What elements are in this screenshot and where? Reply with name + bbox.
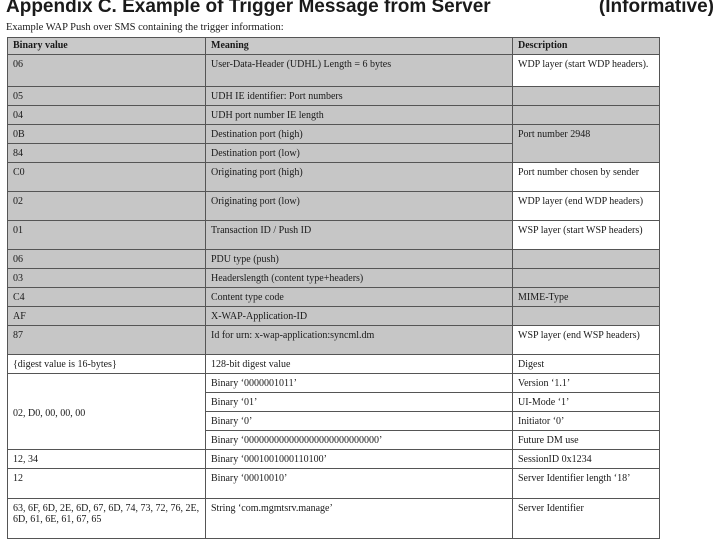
- binary-cell: 12: [8, 469, 206, 499]
- meaning-cell: Binary ‘00010010’: [206, 469, 513, 499]
- meaning-cell: Binary ‘0001001000110100’: [206, 450, 513, 469]
- table-row: [8, 87, 660, 106]
- binary-cell: 02, D0, 00, 00, 00: [8, 374, 206, 450]
- table-row: [8, 499, 660, 539]
- description-cell: Version ‘1.1’: [513, 374, 660, 393]
- meaning-cell: Originating port (low): [206, 192, 513, 221]
- table-header-row: [8, 38, 660, 55]
- column-header-binary: Binary value: [8, 38, 206, 55]
- table-row: [8, 221, 660, 250]
- table-row: [8, 326, 660, 355]
- meaning-cell: PDU type (push): [206, 250, 513, 269]
- description-cell: WDP layer (start WDP headers).: [513, 55, 660, 87]
- table-row: [8, 125, 660, 144]
- binary-cell: 04: [8, 106, 206, 125]
- table-row: [8, 269, 660, 288]
- binary-cell: 84: [8, 144, 206, 163]
- meaning-cell: String ‘com.mgmtsrv.manage’: [206, 499, 513, 539]
- table-row: [8, 469, 660, 499]
- description-cell: Digest: [513, 355, 660, 374]
- description-cell: WSP layer (end WSP headers): [513, 326, 660, 355]
- table-row: [8, 450, 660, 469]
- title-row: [6, 0, 714, 22]
- meaning-cell: UDH IE identifier: Port numbers: [206, 87, 513, 106]
- meaning-cell: Originating port (high): [206, 163, 513, 192]
- table-row: [8, 163, 660, 192]
- description-cell: [513, 269, 660, 288]
- informative-label: (Informative): [598, 0, 714, 17]
- table-row: [8, 307, 660, 326]
- binary-cell: C4: [8, 288, 206, 307]
- binary-cell: 05: [8, 87, 206, 106]
- description-cell: WDP layer (end WDP headers): [513, 192, 660, 221]
- meaning-cell: User-Data-Header (UDHL) Length = 6 bytes: [206, 55, 513, 87]
- meaning-cell: Binary ‘0’: [206, 412, 513, 431]
- description-cell: Port number chosen by sender: [513, 163, 660, 192]
- binary-cell: {digest value is 16-bytes}: [8, 355, 206, 374]
- table-row: [8, 192, 660, 221]
- binary-cell: AF: [8, 307, 206, 326]
- meaning-cell: Binary ‘000000000000000000000000000’: [206, 431, 513, 450]
- table-row: [8, 106, 660, 125]
- table-row: [8, 288, 660, 307]
- binary-cell: 06: [8, 250, 206, 269]
- description-cell: Future DM use: [513, 431, 660, 450]
- meaning-cell: Destination port (low): [206, 144, 513, 163]
- description-cell: [513, 87, 660, 106]
- description-cell: Initiator ‘0’: [513, 412, 660, 431]
- description-cell: SessionID 0x1234: [513, 450, 660, 469]
- meaning-cell: Binary ‘0000001011’: [206, 374, 513, 393]
- binary-cell: 01: [8, 221, 206, 250]
- binary-cell: C0: [8, 163, 206, 192]
- description-cell: WSP layer (start WSP headers): [513, 221, 660, 250]
- column-header-description: Description: [513, 38, 660, 55]
- table-row: [8, 250, 660, 269]
- table-row: [8, 55, 660, 87]
- meaning-cell: Transaction ID / Push ID: [206, 221, 513, 250]
- description-cell: Port number 2948: [513, 125, 660, 163]
- column-header-meaning: Meaning: [206, 38, 513, 55]
- description-cell: MIME-Type: [513, 288, 660, 307]
- binary-cell: 02: [8, 192, 206, 221]
- table-row: [8, 355, 660, 374]
- meaning-cell: Content type code: [206, 288, 513, 307]
- table-caption: Example WAP Push over SMS containing the trigger information:: [6, 22, 284, 33]
- binary-cell: 03: [8, 269, 206, 288]
- description-cell: [513, 106, 660, 125]
- description-cell: Server Identifier: [513, 499, 660, 539]
- meaning-cell: Headerslength (content type+headers): [206, 269, 513, 288]
- meaning-cell: 128-bit digest value: [206, 355, 513, 374]
- table-row: [8, 374, 660, 393]
- meaning-cell: Destination port (high): [206, 125, 513, 144]
- trigger-message-table: [7, 37, 660, 539]
- description-cell: UI-Mode ‘1’: [513, 393, 660, 412]
- binary-cell: 87: [8, 326, 206, 355]
- meaning-cell: X-WAP-Application-ID: [206, 307, 513, 326]
- description-cell: [513, 250, 660, 269]
- binary-cell: 63, 6F, 6D, 2E, 6D, 67, 6D, 74, 73, 72, 76, 2E, 6D, 61, 6E, 61, 67, 65: [8, 499, 206, 539]
- binary-cell: 12, 34: [8, 450, 206, 469]
- meaning-cell: UDH port number IE length: [206, 106, 513, 125]
- binary-cell: 06: [8, 55, 206, 87]
- meaning-cell: Id for urn: x-wap-application:syncml.dm: [206, 326, 513, 355]
- binary-cell: 0B: [8, 125, 206, 144]
- meaning-cell: Binary ‘01’: [206, 393, 513, 412]
- description-cell: [513, 307, 660, 326]
- appendix-title: Appendix C. Example of Trigger Message from Server: [6, 0, 491, 17]
- description-cell: Server Identifier length ‘18’: [513, 469, 660, 499]
